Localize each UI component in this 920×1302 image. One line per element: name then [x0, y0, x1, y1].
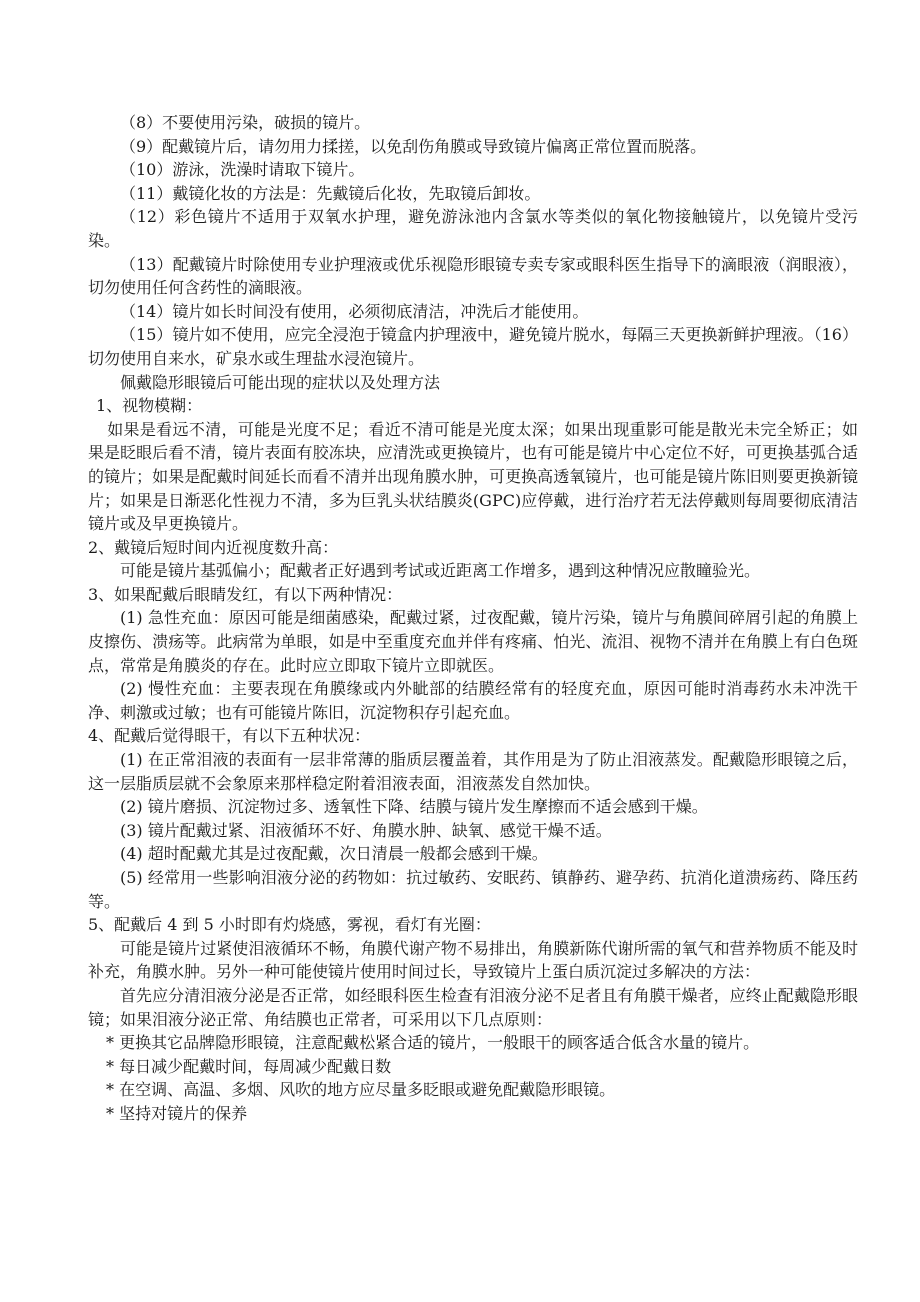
- paragraph: 如果是看远不清，可能是光度不足；看近不清可能是光度太深；如果出现重影可能是散光未完全矫正；如果是眨眼后看不清，镜片表面有胶冻块，应清洗或更换镜片，也有可能是镜片中心定位不好，可更换基弧合适的镜片；如果是配戴时间延长而看不清并出现角膜水肿，可更换高透氧镜片，也可能是镜片陈旧则要更换新镜片；如果是日渐恶化性视力不清，多为巨乳头状结膜炎(GPC)应停戴，进行治疗若无法停戴则每周要彻底清洁镜片或及早更换镜片。: [88, 419, 858, 534]
- paragraph: （11）戴镜化妆的方法是：先戴镜后化妆，先取镜后卸妆。: [120, 183, 541, 203]
- paragraph: (5) 经常用一些影响泪液分泌的药物如：抗过敏药、安眠药、镇静药、避孕药、抗消化道溃疡药、降压药等。: [88, 868, 858, 911]
- paragraph: （15）镜片如不使用，应完全浸泡于镜盒内护理液中，避免镜片脱水，每隔三天更换新鲜护理液。（16）切勿使用自来水，矿泉水或生理盐水浸泡镜片。: [88, 325, 858, 368]
- paragraph: (1) 急性充血：原因可能是细菌感染，配戴过紧，过夜配戴，镜片污染，镜片与角膜间碎屑引起的角膜上皮擦伤、溃疡等。此病常为单眼，如是中至重度充血并伴有疼痛、怕光、流泪、视物不清并在角膜上有白色斑点，常常是角膜炎的存在。此时应立即取下镜片立即就医。: [88, 608, 858, 675]
- paragraph: (1) 在正常泪液的表面有一层非常薄的脂质层覆盖着，其作用是为了防止泪液蒸发。配戴隐形眼镜之后，这一层脂质层就不会象原来那样稳定附着泪液表面，泪液蒸发自然加快。: [88, 750, 858, 793]
- paragraph: (3) 镜片配戴过紧、泪液循环不好、角膜水肿、缺氧、感觉干燥不适。: [120, 820, 612, 840]
- paragraph: （8）不要使用污染，破损的镜片。: [120, 113, 371, 132]
- paragraph: 佩戴隐形眼镜后可能出现的症状以及处理方法: [120, 372, 441, 392]
- paragraph: (4) 超时配戴尤其是过夜配戴，次日清晨一般都会感到干燥。: [120, 844, 548, 864]
- document-body: [88, 111, 858, 1126]
- paragraph: (2) 慢性充血：主要表现在角膜缘或内外眦部的结膜经常有的轻度充血，原因可能时消毒药水未冲洗干净、刺激或过敏；也有可能镜片陈旧，沉淀物积存引起充血。: [88, 679, 858, 722]
- paragraph: （14）镜片如长时间没有使用，必须彻底清洁，冲洗后才能使用。: [120, 301, 589, 321]
- paragraph: (2) 镜片磨损、沉淀物过多、透氧性下降、结膜与镜片发生摩擦而不适会感到干燥。: [120, 797, 708, 817]
- paragraph: （12）彩色镜片不适用于双氧水护理，避免游泳池内含氯水等类似的氧化物接触镜片，以免镜片受污染。: [88, 207, 858, 250]
- paragraph: * 坚持对镜片的保养: [106, 1103, 248, 1123]
- paragraph: 5、配戴后 4 到 5 小时即有灼烧感，雾视，看灯有光圈：: [88, 915, 491, 935]
- paragraph: （10）游泳，洗澡时请取下镜片。: [120, 160, 365, 180]
- paragraph: * 在空调、高温、多烟、风吹的地方应尽量多眨眼或避免配戴隐形眼镜。: [106, 1080, 616, 1100]
- paragraph: （13）配戴镜片时除使用专业护理液或优乐视隐形眼镜专卖专家或眼科医生指导下的滴眼液（润眼液），切勿使用任何含药性的滴眼液。: [88, 254, 858, 298]
- paragraph: 1、视物模糊：: [96, 396, 203, 416]
- paragraph: 2、戴镜后短时间内近视度数升高：: [88, 537, 339, 557]
- paragraph: 4、配戴后觉得眼干，有以下五种状况：: [88, 726, 371, 746]
- paragraph: * 更换其它品牌隐形眼镜，注意配戴松紧合适的镜片，一般眼干的顾客适合低含水量的镜片。: [106, 1033, 760, 1053]
- paragraph: 首先应分清泪液分泌是否正常，如经眼科医生检查有泪液分泌不足者且有角膜干燥者，应终止配戴隐形眼镜；如果泪液分泌正常、角结膜也正常者，可采用以下几点原则：: [88, 985, 858, 1029]
- paragraph: 3、如果配戴后眼睛发红，有以下两种情况：: [88, 584, 403, 604]
- paragraph: （9）配戴镜片后，请勿用力揉搓，以免刮伤角膜或导致镜片偏离正常位置而脱落。: [120, 136, 707, 156]
- paragraph: * 每日减少配戴时间，每周减少配戴日数: [106, 1056, 392, 1076]
- paragraph: 可能是镜片基弧偏小；配戴者正好遇到考试或近距离工作增多，遇到这种情况应散瞳验光。: [120, 561, 761, 581]
- paragraph: 可能是镜片过紧使泪液循环不畅，角膜代谢产物不易排出，角膜新陈代谢所需的氧气和营养物质不能及时补充，角膜水肿。另外一种可能使镜片使用时间过长，导致镜片上蛋白质沉淀过多解决的方法：: [88, 938, 858, 982]
